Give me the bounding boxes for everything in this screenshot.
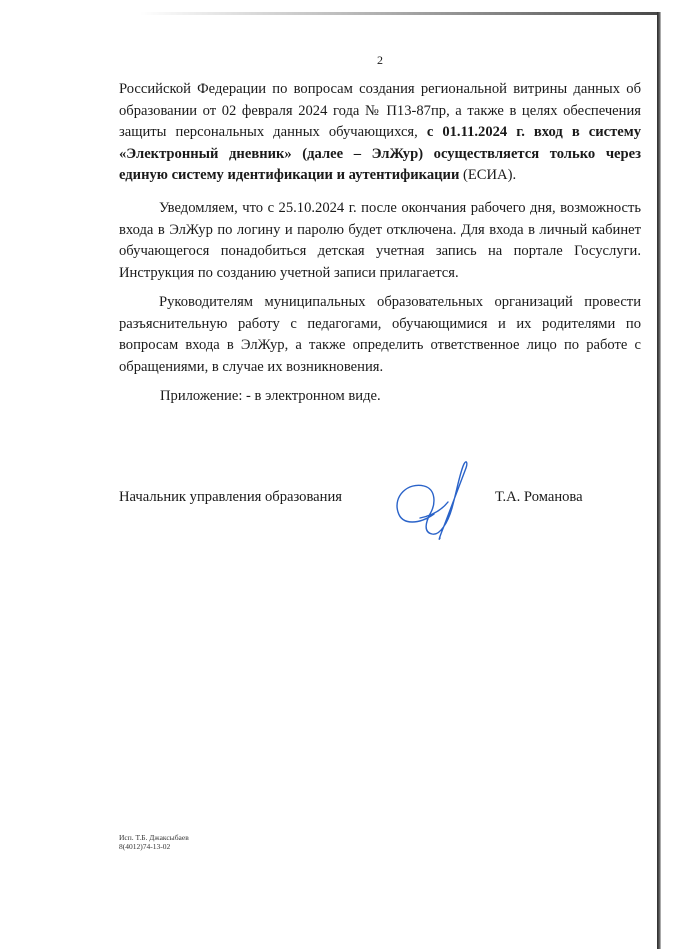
page-number: 2 — [377, 53, 383, 67]
paragraph-1 — [119, 79, 641, 187]
attachment-line: Приложение: - в электронном виде. — [160, 388, 381, 404]
handwritten-signature — [390, 452, 470, 544]
signatory-name: Т.А. Романова — [495, 489, 583, 505]
scan-right-edge — [657, 12, 661, 949]
executor-name: Исп. Т.Б. Джаксыбаев — [119, 833, 189, 842]
executor-phone: 8(4012)74-13-02 — [119, 842, 171, 851]
footer-executor — [119, 833, 189, 851]
paragraph-1-text-c: (ЕСИА). — [459, 167, 517, 183]
signatory-position: Начальник управления образования — [119, 489, 342, 505]
paragraph-1-text-a: Российской Федерации по вопросам создания региональной витрины данных об образовании от 02 февраля 2024 года № П13-87пр, а также в целях обеспечения защиты персональных данных обучающихся, — [119, 81, 641, 140]
paragraph-3: Руководителям муниципальных образовательных организаций провести разъяснительную работу с педагогами, обучающимися и их родителями по вопросам входа в ЭлЖур, а также определить ответственное лицо по работе с обращениями, в случае их возникновения. — [119, 294, 641, 375]
scan-top-edge — [140, 12, 660, 15]
paragraph-2: Уведомляем, что с 25.10.2024 г. после окончания рабочего дня, возможность входа в ЭлЖур по логину и паролю будет отключена. Для входа в личный кабинет обучающегося понадобиться детская учетная запись на портале Госуслуги. Инструкция по созданию учетной записи прилагается. — [119, 200, 641, 281]
paragraph-1-bold: с 01.11.2024 г. вход в систему «Электронный дневник» (далее – ЭлЖур) осуществляется только через единую систему идентификации и аутентификации — [119, 124, 641, 183]
